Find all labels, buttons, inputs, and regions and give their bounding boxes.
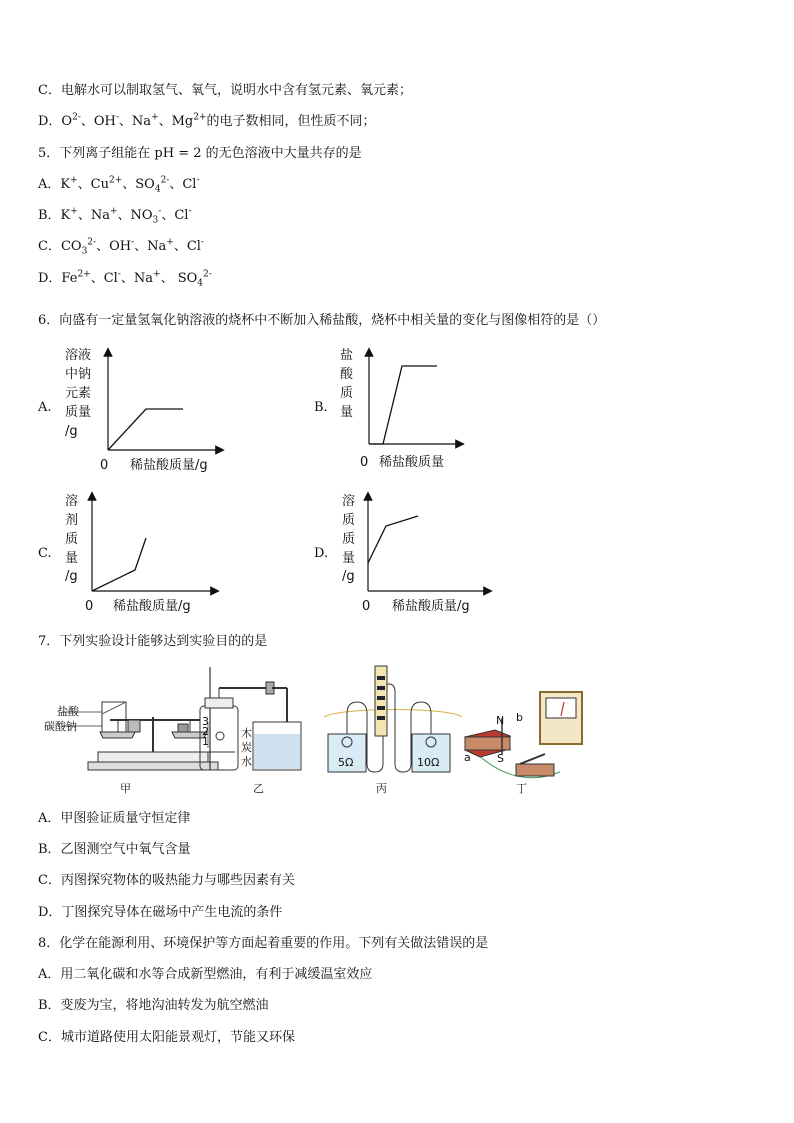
graph-c-xlabel: 稀盐酸质量/g [113, 599, 191, 614]
ding-caption: 丁 [516, 782, 527, 795]
q8-option-a: A．用二氧化碳和水等合成新型燃油，有利于减缓温室效应 [38, 967, 373, 982]
sup: - [158, 206, 162, 217]
q8-option-b: B．变废为宝，将地沟油转发为航空燃油 [38, 998, 269, 1013]
graph-c-ylabel-3: 质 [65, 532, 79, 547]
option-d-line [38, 113, 376, 131]
sup: 2+ [108, 175, 123, 186]
graph-b-ylabel-2: 酸 [340, 367, 354, 382]
sup: 2+ [77, 269, 91, 280]
text: 、Cl [161, 208, 189, 223]
text: 、Na [134, 239, 167, 254]
sub: 3 [152, 215, 159, 226]
graph-d-ylabel-3: 质 [342, 532, 356, 547]
text: 、OH [96, 239, 132, 254]
yi-label-tan: 炭 [241, 741, 252, 754]
text: 、 SO [160, 271, 198, 286]
text: 、SO [122, 177, 155, 192]
jia-caption: 甲 [120, 782, 131, 795]
sup: - [131, 237, 135, 248]
sub: 3 [81, 246, 88, 257]
text: D．O [38, 114, 73, 129]
text: 的电子数相同，但性质不同； [206, 114, 376, 129]
graph-a-origin: 0 [100, 458, 109, 473]
question-7: 7．下列实验设计能够达到实验目的的是 [38, 634, 268, 649]
graph-a-curve [108, 409, 183, 450]
graph-d-letter: D. [314, 546, 329, 561]
option-c-line: C．电解水可以制取氢气、氧气，说明水中含有氢元素、氧元素； [38, 83, 412, 98]
sup: 2- [72, 112, 81, 123]
bing-r2: 10Ω [417, 756, 440, 769]
q7-option-b: B．乙图测空气中氧气含量 [38, 842, 191, 857]
graph-b-xlabel: 稀盐酸质量 [379, 455, 445, 470]
sup: - [200, 237, 204, 248]
q7-option-a: A．甲图验证质量守恒定律 [38, 811, 191, 826]
graph-c-ylabel-4: 量 [65, 551, 79, 566]
sup: - [188, 206, 192, 217]
sup: + [151, 112, 159, 123]
graph-b-origin: 0 [360, 455, 369, 470]
graph-c-curve [92, 538, 146, 591]
ding-label-n: N [496, 714, 505, 727]
graph-c-ylabel-5: /g [65, 569, 78, 584]
graph-b-curve [369, 366, 437, 444]
sup: 2- [203, 269, 212, 280]
magnet-illustration [465, 692, 582, 778]
sup: 2- [160, 175, 170, 186]
text: 、Cl [90, 271, 118, 286]
graph-b-ylabel-1: 盐 [340, 348, 354, 363]
sub: 4 [197, 278, 203, 289]
sup: + [153, 269, 161, 280]
yi-caption: 乙 [253, 782, 264, 795]
graph-a-ylabel-5: /g [65, 424, 78, 439]
sup: + [70, 175, 78, 186]
graph-a-letter: A. [38, 400, 52, 415]
text: 、NO [117, 208, 153, 223]
q7-option-c: C．丙图探究物体的吸热能力与哪些因素有关 [38, 873, 295, 888]
text: 、Na [118, 114, 152, 129]
text: 、Cu [77, 177, 109, 192]
graph-a-ylabel-1: 溶液 [65, 348, 92, 363]
question-6: 6．向盛有一定量氢氧化钠溶液的烧杯中不断加入稀盐酸，烧杯中相关量的变化与图像相符的是（） [38, 313, 606, 328]
sup: + [70, 206, 78, 217]
yi-label-mu: 木 [241, 727, 252, 740]
jia-label-carbonate: 碳酸钠 [44, 720, 77, 733]
text: 、Cl [173, 239, 201, 254]
q5-option-c [38, 238, 204, 256]
text: C．CO [38, 239, 82, 254]
sup: 2- [87, 237, 97, 248]
sup: 2+ [193, 112, 207, 123]
sup: - [115, 112, 119, 123]
apparatus-figures [40, 662, 600, 797]
graph-b-letter: B. [314, 400, 328, 415]
sub: 4 [154, 184, 161, 195]
graph-a [60, 342, 230, 477]
bing-caption: 丙 [376, 782, 387, 795]
q5-option-b [38, 207, 191, 225]
yi-label-water: 水 [241, 755, 252, 768]
graph-c-letter: C. [38, 546, 52, 561]
graph-d-ylabel-2: 质 [342, 513, 356, 528]
graph-a-xlabel: 稀盐酸质量/g [130, 458, 208, 473]
balance-illustration [62, 702, 218, 770]
graph-d-ylabel-1: 溶 [342, 494, 356, 509]
jia-label-acid: 盐酸 [57, 705, 79, 718]
graph-d-ylabel-5: /g [342, 569, 355, 584]
q8-option-c: C．城市道路使用太阳能景观灯，节能又环保 [38, 1030, 295, 1045]
text: 、OH [80, 114, 116, 129]
text: D．Fe [38, 271, 78, 286]
ding-label-b: b [516, 711, 523, 724]
yi-mark-3: 3 [202, 715, 209, 728]
graph-c [60, 488, 220, 618]
ding-label-s: S [497, 752, 504, 765]
text: B．K [38, 208, 71, 223]
graph-d-ylabel-4: 量 [342, 551, 356, 566]
graph-c-ylabel-1: 溶 [65, 494, 79, 509]
sup: - [117, 269, 121, 280]
text: A．K [38, 177, 71, 192]
graph-a-ylabel-4: 质量 [65, 405, 92, 420]
text: 、Mg [158, 114, 194, 129]
q5-option-a [38, 176, 200, 194]
question-5: 5．下列离子组能在 pH = 2 的无色溶液中大量共存的是 [38, 146, 362, 161]
yi-mark-2: 2 [202, 725, 209, 738]
ding-label-a: a [464, 751, 471, 764]
yi-mark-1: 1 [202, 735, 209, 748]
q5-option-d [38, 270, 212, 288]
graph-d-xlabel: 稀盐酸质量/g [392, 599, 470, 614]
bing-r1: 5Ω [338, 756, 354, 769]
text: 、Na [77, 208, 110, 223]
graph-d [338, 488, 498, 618]
graph-d-origin: 0 [362, 599, 371, 614]
graph-b-ylabel-3: 质 [340, 386, 354, 401]
graph-c-ylabel-2: 剂 [65, 513, 79, 528]
graph-d-curve [368, 516, 418, 563]
graph-b-ylabel-4: 量 [340, 405, 354, 420]
q7-option-d: D．丁图探究导体在磁场中产生电流的条件 [38, 905, 283, 920]
graph-a-ylabel-3: 元素 [65, 386, 92, 401]
sup: + [109, 206, 118, 217]
text: 、Cl [169, 177, 197, 192]
text: 、Na [120, 271, 154, 286]
graph-b [335, 342, 505, 477]
question-8: 8．化学在能源利用、环境保护等方面起着重要的作用。下列有关做法错误的是 [38, 936, 489, 951]
graph-c-origin: 0 [85, 599, 94, 614]
graph-a-ylabel-2: 中钠 [65, 367, 92, 382]
sup: + [166, 237, 174, 248]
sup: - [196, 175, 200, 186]
